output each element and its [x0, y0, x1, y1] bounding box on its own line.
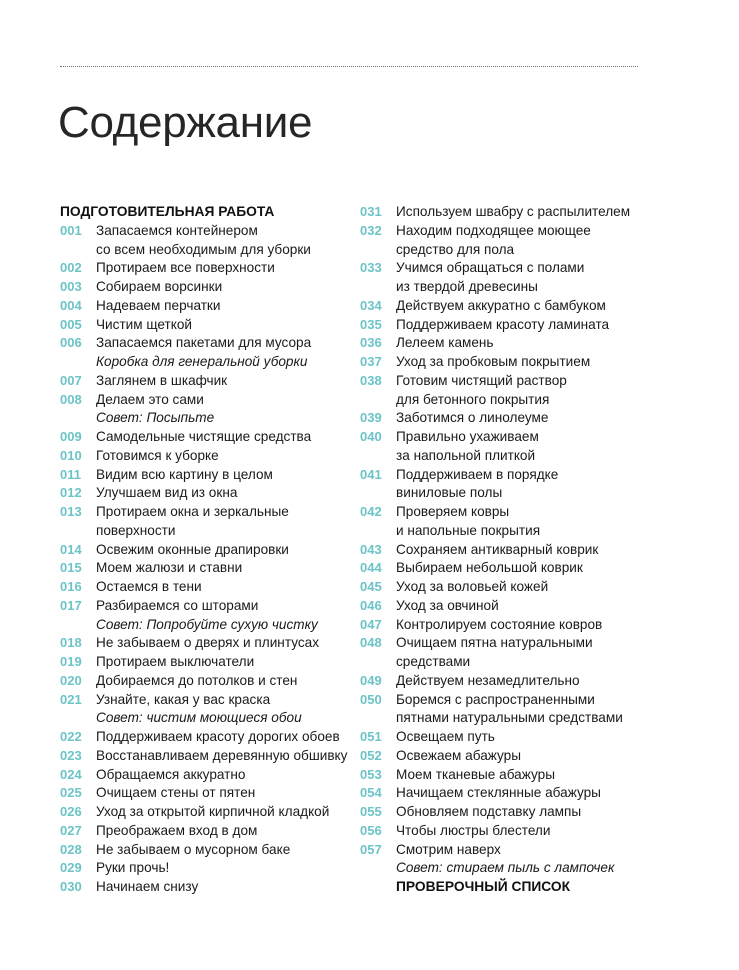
toc-entry [360, 372, 650, 391]
toc-entry [360, 222, 650, 241]
toc-entry [60, 766, 360, 785]
toc-entry [360, 409, 650, 428]
toc-column-right [360, 203, 650, 897]
entry-number: 035 [360, 316, 382, 332]
entry-number: 007 [60, 372, 82, 388]
toc-entry [360, 691, 650, 710]
toc-entry [60, 222, 360, 241]
toc-entry [60, 559, 360, 578]
entry-title: Разбираемся со шторами [96, 597, 259, 613]
section-title: ПОДГОТОВИТЕЛЬНАЯ РАБОТА [60, 204, 275, 219]
entry-title: Обновляем подставку лампы [396, 804, 582, 819]
entry-title: Моем тканевые абажуры [396, 766, 555, 782]
entry-number: 033 [360, 260, 382, 276]
entry-title: со всем необходимым для уборки [96, 241, 311, 257]
entry-title: Видим всю картину в целом [96, 466, 273, 482]
toc-section-heading [360, 878, 650, 897]
toc-entry [360, 634, 650, 653]
toc-entry [60, 541, 360, 560]
toc-entry [60, 878, 360, 897]
entry-number: 020 [60, 672, 82, 688]
toc-entry [360, 353, 650, 372]
toc-entry [360, 578, 650, 597]
entry-title: Действуем незамедлительно [396, 672, 580, 688]
toc-entry [360, 841, 650, 860]
entry-title: Моем жалюзи и ставни [96, 560, 243, 576]
toc-entry-continuation [360, 447, 650, 466]
toc-entry [60, 691, 360, 710]
entry-number: 043 [360, 541, 382, 557]
toc-entry [60, 334, 360, 353]
entry-title: Контролируем состояние ковров [396, 616, 603, 632]
entry-title: Уход за открытой кирпичной кладкой [96, 804, 330, 819]
entry-title: Готовимся к уборке [96, 447, 219, 463]
entry-title: Выбираем небольшой коврик [396, 560, 583, 576]
toc-entry [360, 541, 650, 560]
entry-title: Заглянем в шкафчик [96, 372, 228, 388]
toc-entry [60, 747, 360, 766]
entry-title: Уход за пробковым покрытием [396, 354, 591, 369]
entry-number: 054 [360, 785, 382, 801]
entry-title: Правильно ухаживаем [396, 429, 539, 444]
entry-number: 018 [60, 635, 82, 651]
toc-entry-continuation [360, 653, 650, 672]
entry-title: Протираем все поверхности [96, 260, 275, 276]
toc-section-heading [60, 203, 360, 222]
toc-entry-continuation [360, 241, 650, 260]
entry-title: Собираем ворсинки [96, 279, 223, 294]
entry-number: 056 [360, 822, 382, 838]
toc-entry-continuation [360, 484, 650, 503]
toc-entry [360, 803, 650, 822]
toc-entry [60, 278, 360, 297]
entry-title: Начищаем стеклянные абажуры [396, 785, 601, 801]
toc-entry [360, 822, 650, 841]
entry-number: 019 [60, 654, 82, 669]
toc-entry [60, 672, 360, 691]
toc-entry [60, 803, 360, 822]
entry-number: 040 [360, 429, 382, 444]
entry-number: 038 [360, 372, 382, 388]
tip-text: Совет: Попробуйте сухую чистку [96, 616, 318, 632]
toc-entry [360, 316, 650, 335]
toc-tip-line [360, 859, 650, 878]
toc-column-left [60, 203, 360, 897]
entry-title: Чистим щеткой [96, 316, 193, 332]
entry-title: Остаемся в тени [96, 579, 202, 594]
entry-title: Освещаем путь [396, 729, 495, 744]
toc-entry [60, 428, 360, 447]
toc-entry [60, 297, 360, 316]
entry-title: Не забываем о дверях и плинтусах [96, 635, 319, 651]
entry-title: Очищаем пятна натуральными [396, 635, 593, 651]
entry-title: Находим подходящее моющее [396, 222, 591, 238]
toc-entry [60, 578, 360, 597]
entry-title: Протираем окна и зеркальные [96, 504, 289, 519]
entry-number: 028 [60, 841, 82, 857]
entry-title: Улучшаем вид из окна [96, 485, 238, 501]
entry-number: 016 [60, 579, 82, 594]
entry-number: 051 [360, 729, 382, 744]
entry-number: 034 [360, 297, 382, 313]
top-dotted-rule [60, 66, 638, 67]
toc-entry [60, 784, 360, 803]
entry-number: 044 [360, 560, 382, 576]
toc-tip-line [60, 616, 360, 635]
toc-entry [60, 447, 360, 466]
entry-number: 021 [60, 691, 82, 707]
toc-entry [360, 503, 650, 522]
entry-number: 024 [60, 766, 82, 782]
toc-entry [360, 672, 650, 691]
toc-entry [360, 259, 650, 278]
entry-number: 009 [60, 429, 82, 444]
entry-number: 047 [360, 616, 382, 632]
entry-title: Поддерживаем в порядке [396, 466, 559, 482]
entry-title: Делаем это сами [96, 391, 204, 407]
entry-number: 013 [60, 504, 82, 519]
entry-title: Чтобы люстры блестели [396, 822, 551, 838]
toc-entry [60, 653, 360, 672]
toc-entry-continuation [360, 391, 650, 410]
entry-number: 002 [60, 260, 82, 276]
toc-entry [60, 728, 360, 747]
page-title: Содержание [58, 98, 313, 147]
entry-title: Надеваем перчатки [96, 297, 221, 313]
entry-number: 004 [60, 297, 82, 313]
entry-number: 037 [360, 354, 382, 369]
entry-number: 039 [360, 410, 382, 426]
entry-title: Очищаем стены от пятен [96, 785, 256, 801]
toc-entry [60, 372, 360, 391]
entry-number: 026 [60, 804, 82, 819]
toc-tip-line [60, 353, 360, 372]
entry-title: Запасаемся контейнером [96, 222, 258, 238]
entry-title: для бетонного покрытия [396, 391, 550, 407]
entry-title: Заботимся о линолеуме [396, 410, 549, 426]
toc-entry [360, 728, 650, 747]
entry-number: 032 [360, 222, 382, 238]
entry-title: пятнами натуральными средствами [396, 710, 623, 726]
entry-number: 057 [360, 841, 382, 857]
entry-title: виниловые полы [396, 485, 503, 501]
entry-number: 017 [60, 597, 82, 613]
entry-number: 050 [360, 691, 382, 707]
toc-entry [360, 334, 650, 353]
toc-entry-continuation [60, 241, 360, 260]
toc-entry [60, 316, 360, 335]
entry-number: 023 [60, 747, 82, 763]
toc-entry [60, 859, 360, 878]
entry-number: 008 [60, 391, 82, 407]
toc-entry [360, 766, 650, 785]
entry-title: Запасаемся пакетами для мусора [96, 335, 312, 351]
entry-number: 052 [360, 747, 382, 763]
entry-number: 015 [60, 560, 82, 576]
entry-title: Освежаем абажуры [396, 747, 521, 763]
entry-title: Преображаем вход в дом [96, 822, 258, 838]
entry-title: Поддерживаем красоту дорогих обоев [96, 729, 340, 744]
toc-entry [360, 597, 650, 616]
entry-number: 011 [60, 466, 81, 482]
entry-number: 030 [60, 879, 82, 894]
entry-title: Добираемся до потолков и стен [96, 672, 298, 688]
entry-number: 053 [360, 766, 382, 782]
entry-title: Смотрим наверх [396, 841, 501, 857]
toc-entry [360, 297, 650, 316]
entry-number: 049 [360, 672, 382, 688]
entry-number: 014 [60, 541, 82, 557]
entry-number: 003 [60, 279, 82, 294]
toc-entry [60, 841, 360, 860]
entry-number: 046 [360, 597, 382, 613]
section-title: ПРОВЕРОЧНЫЙ СПИСОК [396, 879, 571, 894]
entry-number: 048 [360, 635, 382, 651]
entry-title: Лелеем камень [396, 335, 494, 351]
entry-title: поверхности [96, 522, 176, 538]
entry-number: 027 [60, 822, 82, 838]
entry-number: 010 [60, 447, 82, 463]
entry-title: Действуем аккуратно с бамбуком [396, 297, 606, 313]
entry-title: Используем швабру с распылителем [396, 204, 631, 219]
entry-title: Начинаем снизу [96, 879, 199, 894]
entry-number: 005 [60, 316, 82, 332]
entry-title: Готовим чистящий раствор [396, 372, 567, 388]
toc-entry [60, 466, 360, 485]
entry-title: и напольные покрытия [396, 522, 541, 538]
toc-entry [360, 784, 650, 803]
entry-title: Уход за овчиной [396, 597, 499, 613]
entry-number: 025 [60, 785, 82, 801]
toc-entry [360, 428, 650, 447]
toc-entry [360, 466, 650, 485]
tip-text: Совет: Посыпьте [96, 410, 215, 426]
entry-title: из твердой древесины [396, 279, 538, 294]
toc-entry [60, 484, 360, 503]
tip-text: Совет: чистим моющиеся обои [96, 710, 302, 726]
entry-number: 012 [60, 485, 82, 501]
entry-number: 006 [60, 335, 82, 351]
entry-number: 036 [360, 335, 382, 351]
entry-number: 001 [60, 222, 82, 238]
toc-entry [360, 616, 650, 635]
entry-title: средствами [396, 654, 471, 669]
entry-number: 042 [360, 504, 382, 519]
toc-entry [60, 503, 360, 522]
toc-tip-line [60, 409, 360, 428]
entry-number: 022 [60, 729, 82, 744]
toc-entry [360, 203, 650, 222]
toc-entry [60, 391, 360, 410]
entry-title: Не забываем о мусорном баке [96, 841, 291, 857]
entry-title: Учимся обращаться с полами [396, 260, 585, 276]
toc-entry [60, 259, 360, 278]
entry-number: 031 [360, 204, 382, 219]
tip-text: Совет: стираем пыль с лампочек [396, 860, 615, 876]
toc-entry-continuation [360, 278, 650, 297]
entry-title: Освежим оконные драпировки [96, 541, 289, 557]
toc-entry-continuation [360, 522, 650, 541]
entry-title: за напольной плиткой [396, 447, 536, 463]
entry-title: Обращаемся аккуратно [96, 766, 246, 782]
entry-title: Сохраняем антикварный коврик [396, 541, 599, 557]
entry-title: Уход за воловьей кожей [396, 579, 549, 594]
toc-entry-continuation [60, 522, 360, 541]
entry-title: Самодельные чистящие средства [96, 429, 312, 444]
entry-title: Протираем выключатели [96, 654, 255, 669]
entry-title: средство для пола [396, 241, 515, 257]
entry-title: Узнайте, какая у вас краска [96, 691, 271, 707]
entry-title: Проверяем ковры [396, 504, 510, 519]
toc-entry [360, 747, 650, 766]
entry-number: 041 [360, 466, 382, 482]
entry-title: Поддерживаем красоту ламината [396, 316, 610, 332]
entry-title: Руки прочь! [96, 860, 170, 876]
toc-entry [60, 597, 360, 616]
toc-entry-continuation [360, 709, 650, 728]
toc-tip-line [60, 709, 360, 728]
entry-number: 045 [360, 579, 382, 594]
toc-entry [60, 822, 360, 841]
entry-title: Боремся с распространенными [396, 691, 595, 707]
entry-number: 029 [60, 860, 82, 876]
entry-title: Восстанавливаем деревянную обшивку [96, 747, 348, 763]
tip-text: Коробка для генеральной уборки [96, 354, 308, 369]
entry-number: 055 [360, 804, 382, 819]
toc-entry [360, 559, 650, 578]
toc-entry [60, 634, 360, 653]
